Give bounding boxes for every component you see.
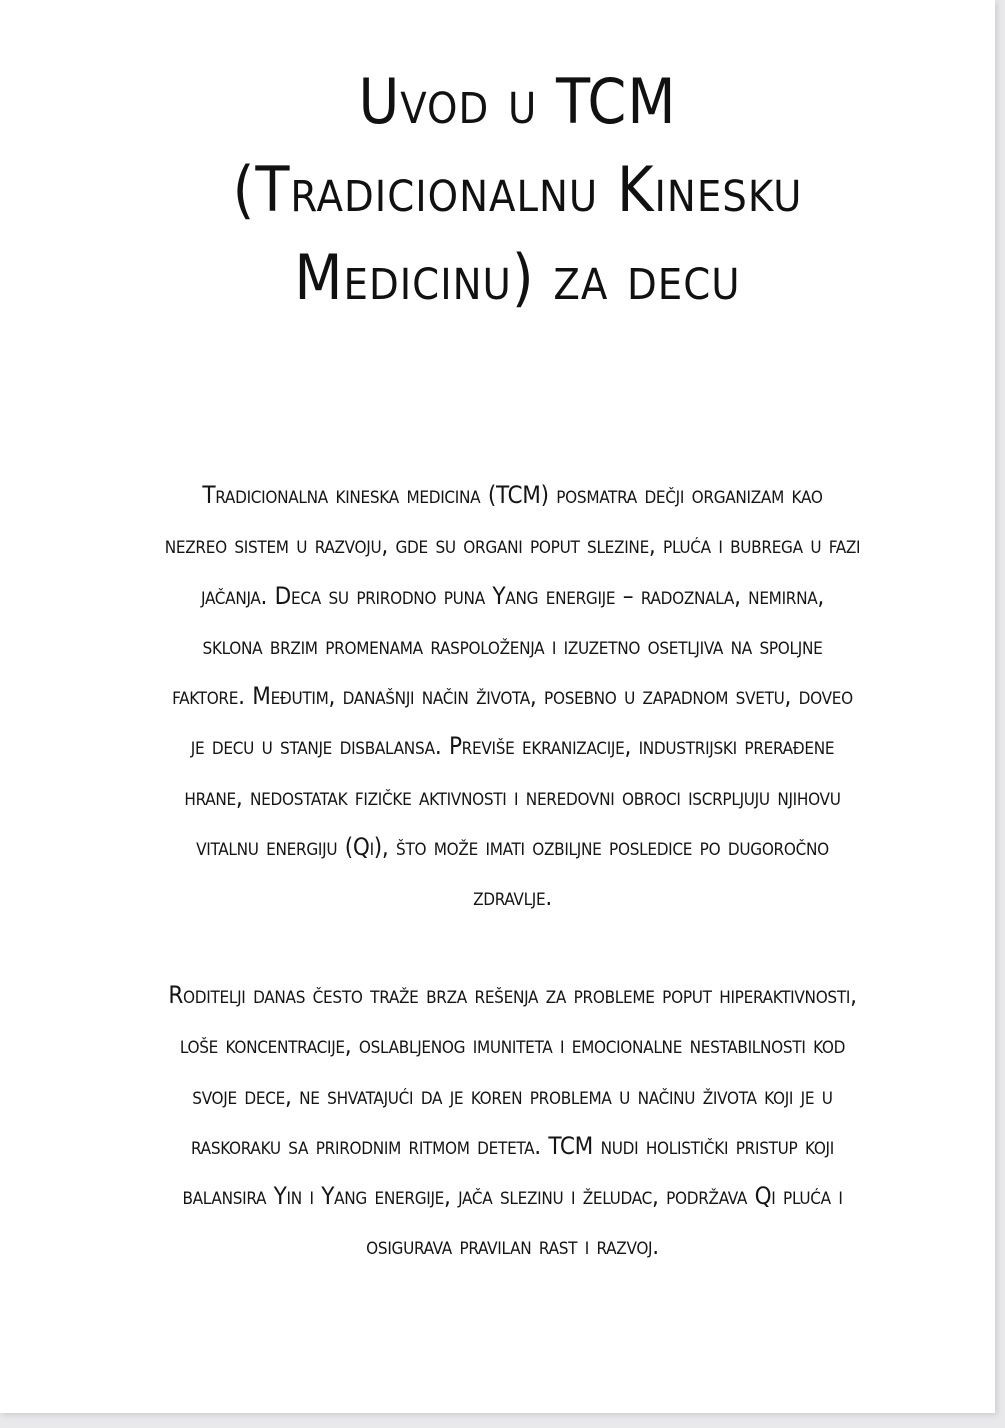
text-line: vitalnu energiju (Qi), što može imati ozbiljne posledice po dugoročno bbox=[196, 833, 829, 862]
text-line: jačanja. Deca su prirodno puna Yang energije – radoznala, nemirna, bbox=[201, 581, 824, 610]
page-title bbox=[60, 58, 975, 322]
title-line: (Tradicionalnu Kinesku bbox=[232, 153, 803, 226]
text-line: hrane, nedostatak fizičke aktivnosti i neredovni obroci iscrpljuju njihovu bbox=[184, 782, 841, 811]
text-line: osigurava pravilan rast i razvoj. bbox=[366, 1232, 659, 1261]
text-line: nezreo sistem u razvoju, gde su organi poput slezine, pluća i bubrega u fazi bbox=[164, 531, 861, 560]
intro-paragraph bbox=[110, 470, 915, 923]
text-line: svoje dece, ne shvatajući da je koren problema u načinu života koji je u bbox=[192, 1081, 833, 1110]
title-line: Uvod u TCM bbox=[358, 65, 677, 138]
text-line: je decu u stanje disbalansa. Previše ekranizacije, industrijski prerađene bbox=[190, 732, 835, 761]
title-line: Medicinu) za decu bbox=[294, 241, 741, 314]
text-line: faktore. Međutim, današnji način života, posebno u zapadnom svetu, doveo bbox=[172, 682, 853, 711]
text-line: raskoraku sa prirodnim ritmom deteta. TCM nudi holistički pristup koji bbox=[191, 1131, 834, 1160]
text-line: loše koncentracije, oslabljenog imuniteta i emocionalne nestabilnosti kod bbox=[179, 1031, 846, 1060]
second-paragraph bbox=[110, 970, 915, 1272]
text-line: balansira Yin i Yang energije, jača slezinu i želudac, podržava Qi pluća i bbox=[182, 1182, 843, 1211]
text-line: Roditelji danas često traže brza rešenja za probleme poput hiperaktivnosti, bbox=[168, 981, 857, 1009]
text-line: Tradicionalna kineska medicina (TCM) posmatra dečji organizam kao bbox=[202, 481, 823, 509]
text-line: zdravlje. bbox=[473, 883, 552, 912]
text-line: sklona brzim promenama raspoloženja i izuzetno osetljiva na spoljne bbox=[202, 631, 823, 660]
